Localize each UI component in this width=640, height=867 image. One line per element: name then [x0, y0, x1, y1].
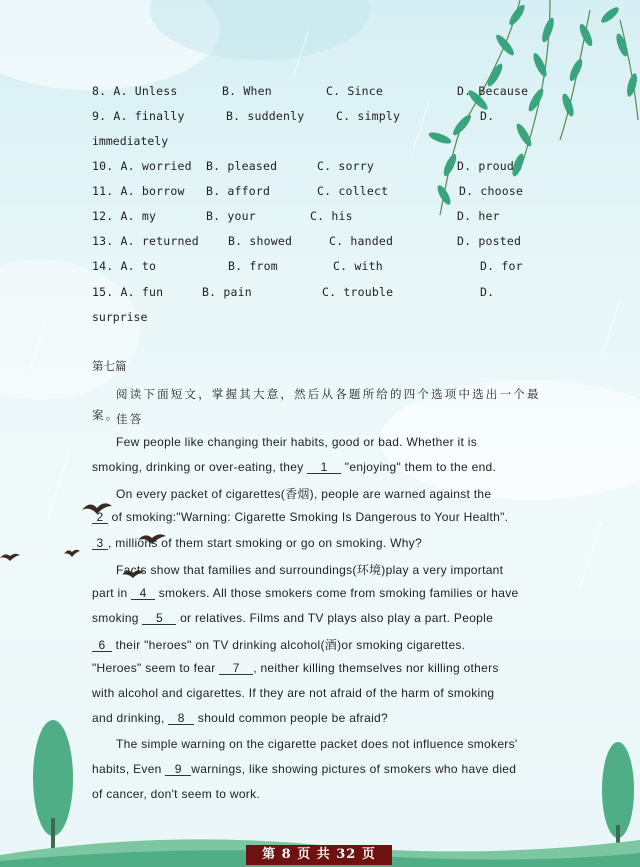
option-d: D. choose — [459, 184, 524, 198]
option-c: C. trouble — [322, 285, 394, 299]
passage-text: smokers. All those smokers come from smoking families or have — [158, 586, 519, 600]
option-a: 11. A. borrow — [92, 184, 185, 198]
passage-line — [92, 762, 548, 784]
passage-line: with alcohol and cigarettes. If they are not afraid of the harm of smoking — [92, 686, 495, 700]
section-title: 第七篇 — [92, 359, 127, 373]
passage-line — [92, 661, 548, 683]
option-b: B. from — [228, 259, 278, 273]
option-c: C. with — [333, 259, 383, 273]
option-c: C. handed — [329, 234, 394, 248]
passage-line — [92, 711, 548, 733]
passage-text: of smoking:"Warning: Cigarette Smoking Is Dangerous to Your Health". — [111, 510, 509, 524]
cloud-shape — [0, 260, 140, 400]
option-a: 10. A. worried — [92, 159, 192, 173]
rain-streak — [579, 522, 602, 589]
option-b: B. pleased — [206, 159, 278, 173]
passage-text: their "heroes" on TV drinking alcohol(酒)or smoking cigarettes. — [115, 638, 466, 652]
option-d: D. posted — [457, 234, 522, 248]
option-c: C. Since — [326, 84, 383, 98]
bird-silhouette — [0, 552, 20, 562]
passage-line — [92, 460, 548, 482]
passage-text: or relatives. Films and TV plays also play a part. People — [180, 611, 494, 625]
passage-line — [92, 536, 548, 558]
blank-2: 2 — [92, 511, 108, 524]
blank-8: 8 — [168, 712, 194, 725]
page-number-footer: 第 8 页 共 32 页 — [246, 845, 392, 865]
passage-text: habits, Even — [92, 762, 162, 776]
passage-text: part in — [92, 586, 128, 600]
passage-text: should common people be afraid? — [197, 711, 388, 725]
option-a: 14. A. to — [92, 259, 157, 273]
option-b: B. showed — [228, 234, 293, 248]
option-a: 9. A. finally — [92, 109, 185, 123]
passage-text: , millions of them start smoking or go on smoking. Why? — [108, 536, 422, 550]
passage-text: smoking — [92, 611, 139, 625]
passage-text: and drinking, — [92, 711, 165, 725]
bird-silhouette — [64, 548, 80, 558]
option-a: 12. A. my — [92, 209, 157, 223]
passage-text: warnings, like showing pictures of smokers who have died — [191, 762, 517, 776]
option-d: D. Because — [457, 84, 529, 98]
option-b: B. pain — [202, 285, 252, 299]
rain-streak — [47, 452, 70, 519]
option-d: D. — [480, 109, 495, 123]
option-a: 8. A. Unless — [92, 84, 178, 98]
passage-line: Few people like changing their habits, good or bad. Whether it is — [116, 435, 478, 449]
option-d-wrap: immediately — [92, 134, 169, 148]
passage-line: of cancer, don't seem to work. — [92, 787, 261, 801]
option-d: D. proud — [457, 159, 514, 173]
option-d-wrap: surprise — [92, 310, 148, 324]
instruction-line: 案。 — [92, 408, 120, 422]
blank-7: 7 — [219, 662, 253, 675]
blank-5: 5 — [142, 612, 176, 625]
option-d: D. for — [480, 259, 523, 273]
option-a: 15. A. fun — [92, 285, 164, 299]
option-c: C. his — [310, 209, 353, 223]
passage-line: Facts show that families and surroundings(环境)play a very important — [116, 563, 504, 577]
blank-3: 3 — [92, 537, 108, 550]
passage-text: "Heroes" seem to fear — [92, 661, 216, 675]
rain-streak — [601, 301, 620, 358]
passage-text: , neither killing themselves nor killing others — [253, 661, 499, 675]
option-c: C. simply — [336, 109, 401, 123]
passage-line — [92, 586, 548, 608]
passage-line — [92, 636, 548, 658]
option-d: D. — [480, 285, 495, 299]
instruction-line: 阅读下面短文，掌握其大意，然后从各题所给的四个选项中选出一个最佳答 — [116, 387, 541, 426]
option-a: 13. A. returned — [92, 234, 199, 248]
passage-text: "enjoying" them to the end. — [344, 460, 497, 474]
blank-9: 9 — [165, 763, 191, 776]
option-c: C. sorry — [317, 159, 374, 173]
blank-1: 1 — [307, 461, 341, 474]
blank-4: 4 — [131, 587, 155, 600]
option-b: B. your — [206, 209, 256, 223]
option-b: B. suddenly — [226, 109, 305, 123]
passage-line — [92, 611, 548, 633]
option-c: C. collect — [317, 184, 389, 198]
passage-text: smoking, drinking or over-eating, they — [92, 460, 304, 474]
passage-line — [92, 510, 548, 532]
blank-6: 6 — [92, 639, 112, 652]
passage-line: On every packet of cigarettes(香烟), people are warned against the — [116, 487, 492, 501]
option-b: B. afford — [206, 184, 271, 198]
option-b: B. When — [222, 84, 272, 98]
option-d: D. her — [457, 209, 500, 223]
passage-line: The simple warning on the cigarette packet does not influence smokers' — [116, 737, 518, 751]
